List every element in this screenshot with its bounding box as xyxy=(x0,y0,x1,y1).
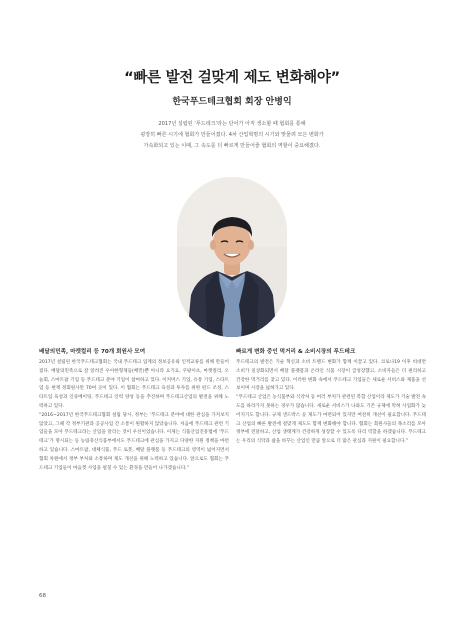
intro-line: 굉장히 빠른 시기에 협회가 만들어졌다. 4차 산업혁명의 시기와 맞물려 모든 변화가 xyxy=(140,132,324,138)
portrait-photo xyxy=(177,177,287,337)
right-column-heading: 빠르게 변화 중인 먹거리 & 소비시장의 푸드테크 xyxy=(236,349,356,355)
intro-line: 가속화되고 있는 이때, 그 속도를 더 빠르게 만들어줄 협회의 역할이 중요해졌다. xyxy=(143,143,321,149)
article-intro xyxy=(90,119,374,152)
right-column-paragraph: “푸드테크 산업은 농식품부와 식약처 등 여러 부처가 관련된 복합 산업이라 제도가 기술 발전 속도를 따라가지 못하는 경우가 많습니다. 새로운 서비스가 나와도 기존 규제에 막혀 사업화가 늦어지기도 합니다. 규제 샌드박스 등 제도가 마련되어 있지만 여전히 개선이 필요합니다. 푸드테크 산업의 빠른 발전에 걸맞게 제도도 함께 변화해야 합니다. 협회는 회원사들의 목소리를 모아 정부에 전달하고, 산업 생태계가 건강하게 성장할 수 있도록 다리 역할을 하겠습니다. 푸드테크는 우리의 식탁과 삶을 바꾸는 산업인 만큼 앞으로 더 많은 관심과 지원이 필요합니다.” xyxy=(236,395,426,445)
intro-line: 2017년 설립된 ‘푸드테크’라는 단어가 아직 생소할 때 협회를 통해 xyxy=(158,121,306,127)
article-title: “빠른 발전 걸맞게 제도 변화해야” xyxy=(124,70,340,86)
right-column-paragraph: 푸드테크의 발전은 기술 혁신과 소비 트렌드 변화가 함께 이끌고 있다. 코로나19 이후 비대면 소비가 일상화되면서 배달 플랫폼과 온라인 식품 시장이 급성장했고, 소비자들은 더 편리하고 건강한 먹거리를 찾고 있다. 이러한 변화 속에서 푸드테크 기업들은 새로운 서비스와 제품을 선보이며 시장을 넓혀가고 있다. xyxy=(236,360,426,392)
page-number: 68 xyxy=(39,593,46,599)
article-subtitle: 한국푸드테크협회 회장 안병익 xyxy=(172,97,292,107)
left-column-heading: 배달의민족, 마켓컬리 등 70개 회원사 모여 xyxy=(39,349,146,355)
left-column-paragraph: “2016~2017년 한국푸드테크협회 설립 당시, 정부는 ‘푸드테크 분야에 대한 관심을 가져보지 않았고, 그때 각 정부기관과 공공사업 간 소통이 원활하지 않았습니다. 처음에 푸드테크 관련 기업들을 모아 푸드테크라는 산업을 알리는 것이 우선이었습니다. 이제는 식품산업진흥법에 ‘푸드테크’가 명시되는 등 농림축산식품부에서도 푸드테크에 관심을 가지고 다양한 지원 정책을 마련하고 있습니다. 스마트팜, 대체식품, 푸드 로봇, 배달 플랫폼 등 푸드테크의 영역이 넓어지면서 협회 차원에서 정부 부처와 소통하며 제도 개선을 위해 노력하고 있습니다. 앞으로도 협회는 푸드테크 기업들이 마음껏 사업을 펼칠 수 있는 환경을 만들어 나가겠습니다.” xyxy=(39,412,229,471)
right-column xyxy=(236,348,426,447)
portrait-illustration xyxy=(177,177,287,337)
left-column xyxy=(39,348,229,473)
left-column-paragraph: 2017년 설립된 한국푸드테크협회는 국내 푸드테크 업계의 정보공유와 인적교류를 위해 만들어졌다. 배달의민족으로 잘 알려진 우아한형제들(배민)뿐 아니라 요기요, 쿠팡이츠, 마켓컬리, 오늘회, 스마트팜 기업 등 푸드테크 분야 기업이 참여하고 있다. 이커머스 기업, 유통 기업, 스타트업 등 현재 정회원사만 70여 곳이 있다. 이 협회는 푸드테크 육성과 투자를 위한 펀드 조성, 스타트업 육성과 인큐베이팅, 푸드테크 인력 양성 등을 추진하며 푸드테크산업의 발전을 위해 노력하고 있다. xyxy=(39,360,229,409)
